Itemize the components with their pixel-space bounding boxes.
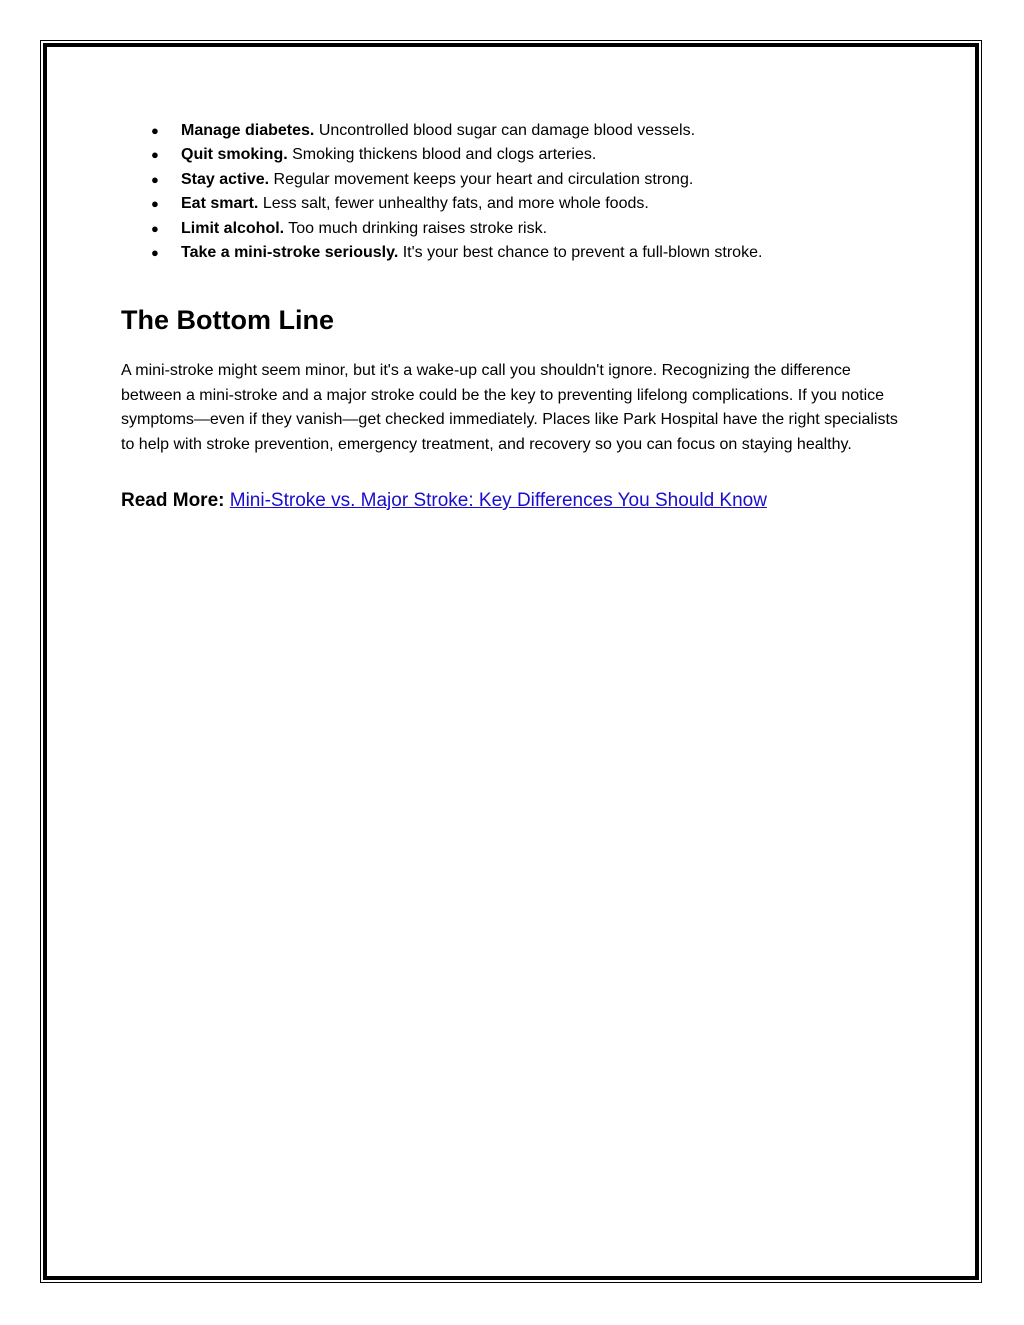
prevention-tips-list	[121, 119, 911, 265]
tip-text: Uncontrolled blood sugar can damage blood vessels.	[314, 122, 696, 139]
tip-text: Less salt, fewer unhealthy fats, and more whole foods.	[258, 195, 649, 213]
tip-heading: Take a mini-stroke seriously.	[181, 244, 399, 262]
bullet-icon: ●	[151, 123, 159, 138]
tip-heading: Limit alcohol.	[181, 219, 285, 237]
read-more-link[interactable]: Mini-Stroke vs. Major Stroke: Key Differences You Should Know	[229, 490, 767, 512]
read-more-line	[121, 489, 911, 513]
bullet-icon: ●	[151, 220, 159, 236]
list-item	[121, 241, 911, 265]
tip-text: Smoking thickens blood and clogs arteries.	[287, 146, 597, 164]
section-heading: The Bottom Line	[121, 305, 334, 336]
list-item	[121, 168, 911, 192]
bullet-icon: ●	[151, 196, 159, 212]
list-item	[121, 217, 911, 241]
tip-text: It's your best chance to prevent a full-blown stroke.	[398, 244, 763, 262]
section-body-paragraph: A mini-stroke might seem minor, but it's a wake-up call you shouldn't ignore. Recognizing the difference between a mini-stroke and a major stroke could be the key to preventing lifelong complications. If you notice symptoms—even if they vanish—get checked immediately. Places like Park Hospital have the right specialists to help with stroke prevention, emergency treatment, and recovery so you can focus on staying healthy.	[121, 362, 898, 453]
list-item	[121, 143, 911, 167]
tip-text: Too much drinking raises stroke risk.	[284, 219, 548, 237]
tip-heading: Manage diabetes.	[181, 122, 315, 139]
bullet-icon: ●	[151, 245, 159, 261]
tip-text: Regular movement keeps your heart and circulation strong.	[269, 170, 694, 188]
page-content	[121, 119, 911, 513]
list-item	[121, 119, 911, 143]
tip-heading: Stay active.	[181, 170, 270, 188]
bullet-icon: ●	[151, 147, 159, 163]
tip-heading: Quit smoking.	[181, 146, 288, 164]
bullet-icon: ●	[151, 171, 159, 187]
tip-heading: Eat smart.	[181, 195, 259, 213]
list-item	[121, 192, 911, 216]
read-more-label: Read More:	[121, 490, 225, 512]
